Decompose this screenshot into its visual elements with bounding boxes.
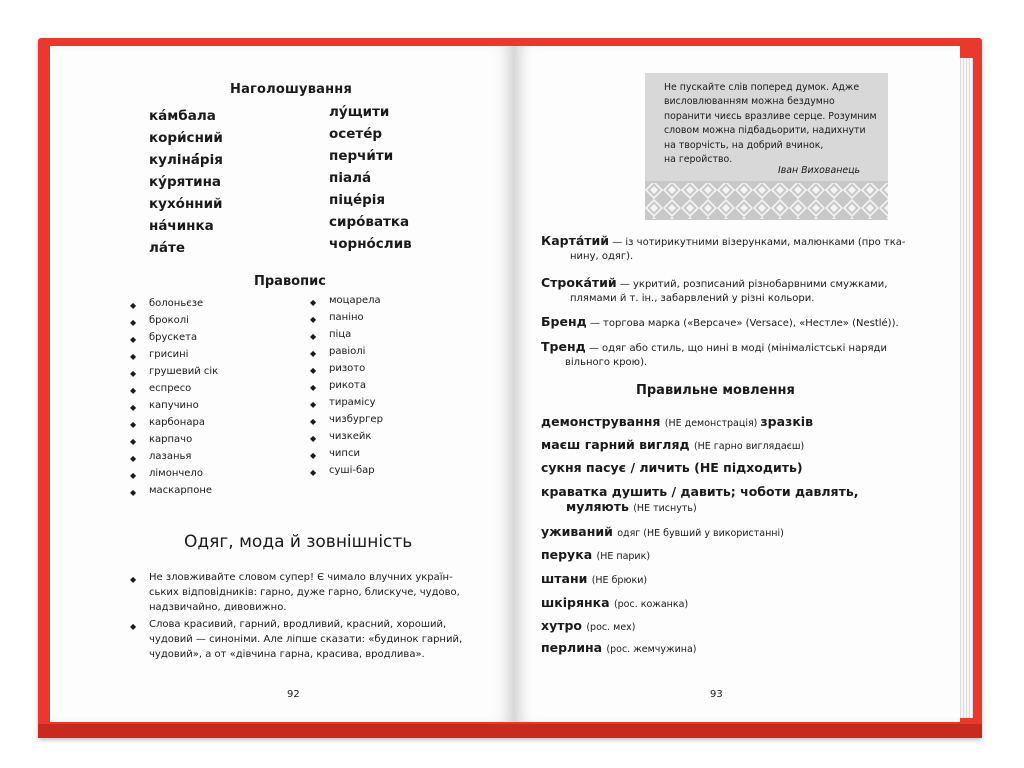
definition-term: Тренд: [541, 339, 586, 354]
stress-word: кулінá́рія: [149, 152, 223, 168]
definition-cont: вільного крою).: [565, 357, 648, 368]
bullet-icon: ◆: [310, 315, 317, 324]
definition: Тренд — одяг або стиль, що нині в моді (мінімалістські наряди: [541, 339, 887, 354]
bullet-icon: ◆: [310, 383, 317, 392]
definition-term: Карта́тий: [541, 233, 610, 248]
embroidery-pattern: [645, 181, 888, 220]
speech-item: маєш гарний вигляд (НЕ гарно виглядаєш): [541, 437, 805, 452]
spelling-item: болоньєзе: [149, 298, 204, 309]
quote-text: [664, 81, 884, 167]
bullet-icon: ◆: [130, 575, 137, 584]
spelling-item: брускета: [149, 332, 198, 343]
spelling-item: чизкейк: [329, 431, 372, 442]
quote-line: висловлюванням можна бездумно: [664, 96, 835, 108]
quote-box: [645, 73, 888, 220]
bullet-icon: ◆: [130, 386, 137, 395]
stress-word: перчи́ти: [329, 148, 394, 164]
bullet-icon: ◆: [130, 454, 137, 463]
speech-item: перука (НЕ парик): [541, 547, 651, 562]
bullet-icon: ◆: [130, 352, 137, 361]
spelling-item: лімончело: [149, 468, 203, 479]
spelling-item: капучино: [149, 400, 199, 411]
spelling-item: равіолі: [329, 346, 366, 357]
speech-item: хутро (рос. мех): [541, 618, 636, 633]
spelling-item: тирамісу: [329, 397, 376, 408]
speech-item: сукня пасує / личить (НЕ підходить): [541, 460, 803, 475]
heading-stress: Наголошування: [230, 82, 353, 97]
bullet-icon: ◆: [130, 437, 137, 446]
bullet-icon: ◆: [130, 622, 137, 631]
stress-word: кухо́нний: [149, 196, 223, 212]
stress-word: піце́рія: [329, 192, 386, 208]
speech-item: штани (НЕ брюки): [541, 571, 648, 586]
stress-word: ка́мбала: [149, 108, 216, 124]
heading-speech: Правильне мовлення: [636, 383, 795, 398]
bullet-icon: ◆: [130, 318, 137, 327]
stress-word: кори́сний: [149, 130, 223, 146]
stress-word: осете́р: [329, 126, 383, 142]
speech-item: краватка душить / давить; чоботи давлять,: [541, 484, 859, 499]
quote-line: словом можна підбадьорити, надихнути: [664, 125, 866, 137]
spelling-item: чипси: [329, 448, 360, 459]
page-number: 92: [287, 689, 300, 700]
paragraph-line: надзвичайно, дивовижно.: [149, 602, 287, 613]
definition: Бренд — торгова марка («Версаче» (Versace), «Нестле» (Nestlé)).: [541, 314, 899, 329]
bullet-icon: ◆: [130, 488, 137, 497]
bullet-icon: ◆: [130, 301, 137, 310]
definition: Строка́тий — укритий, розписаний різнобарвними смужками,: [541, 275, 888, 290]
spelling-item: карпачо: [149, 434, 193, 445]
stress-word: чорно́слив: [329, 236, 412, 252]
bullet-icon: ◆: [130, 335, 137, 344]
page-number: 93: [710, 689, 723, 700]
bullet-icon: ◆: [310, 332, 317, 341]
spelling-item: ризото: [329, 363, 366, 374]
spelling-item: еспресо: [149, 383, 192, 394]
stress-word: на́чинка: [149, 218, 214, 234]
stress-word: сиро́ватка: [329, 214, 410, 230]
bullet-icon: ◆: [130, 403, 137, 412]
spelling-item: чизбургер: [329, 414, 383, 425]
definition-term: Бренд: [541, 314, 587, 329]
speech-item: шкірянка (рос. кожанка): [541, 595, 689, 610]
paragraph-line: Не зловживайте словом супер! Є чимало влучних україн-: [149, 572, 453, 583]
definition-cont: плямами й т. ін., забарвлений у різні кольори.: [570, 293, 815, 304]
quote-line: поранити чиєсь вразливе серце. Розумним: [664, 110, 877, 122]
spelling-item: моцарела: [329, 295, 381, 306]
bullet-icon: ◆: [130, 471, 137, 480]
speech-item: демонстрування (НЕ демонстрація) зразків: [541, 414, 813, 429]
spelling-item: броколі: [149, 315, 189, 326]
stress-word: піала́: [329, 170, 372, 186]
speech-item: перлина (рос. жемчужина): [541, 640, 697, 655]
paragraph-line: ських відповідників: гарно, дуже гарно, блискуче, чудово,: [149, 587, 460, 598]
definition: Карта́тий — із чотирикутними візерунками, малюнками (про тка-: [541, 233, 906, 248]
heading-clothes: Одяг, мода й зовнішність: [184, 532, 413, 552]
bullet-icon: ◆: [310, 468, 317, 477]
quote-line: на геройство.: [664, 154, 733, 166]
definition-cont: нину, одяг).: [570, 251, 634, 262]
bullet-icon: ◆: [310, 434, 317, 443]
bullet-icon: ◆: [310, 366, 317, 375]
definition-term: Строка́тий: [541, 275, 617, 290]
bullet-icon: ◆: [310, 349, 317, 358]
spelling-item: грисині: [149, 349, 189, 360]
stress-word: ла́те: [149, 240, 185, 256]
bullet-icon: ◆: [310, 451, 317, 460]
paragraph-line: Слова красивий, гарний, вродливий, красний, хороший,: [149, 619, 447, 630]
spelling-item: маскарпоне: [149, 485, 213, 496]
book-cover-edge: [38, 724, 982, 738]
spelling-item: карбонара: [149, 417, 205, 428]
quote-author: Іван Вихованець: [777, 165, 860, 176]
spelling-item: суші-бар: [329, 465, 375, 476]
heading-spelling: Правопис: [254, 274, 326, 289]
bullet-icon: ◆: [310, 400, 317, 409]
paragraph-line: чудовий», а от «дівчина гарна, красива, вродлива».: [149, 649, 425, 660]
spelling-item: рикота: [329, 380, 366, 391]
bullet-icon: ◆: [130, 369, 137, 378]
spelling-item: лазанья: [149, 451, 192, 462]
spelling-item: піца: [329, 329, 352, 340]
stress-word: ку́рятина: [149, 174, 222, 190]
speech-item: уживаний одяг (НЕ бувший у використанні): [541, 524, 784, 539]
paragraph-line: чудовий — синоніми. Але ліпше сказати: «будинок гарний,: [149, 634, 463, 645]
quote-line: на творчість, на добрий вчинок,: [664, 139, 824, 151]
bullet-icon: ◆: [310, 417, 317, 426]
quote-line: Не пускайте слів поперед думок. Адже: [664, 82, 860, 93]
bullet-icon: ◆: [310, 298, 317, 307]
spelling-item: грушевий сік: [149, 366, 219, 377]
speech-item: муляють (НЕ тиснуть): [566, 499, 697, 514]
spelling-item: паніно: [329, 312, 364, 323]
bullet-icon: ◆: [130, 420, 137, 429]
stress-word: лу́щити: [329, 104, 390, 120]
